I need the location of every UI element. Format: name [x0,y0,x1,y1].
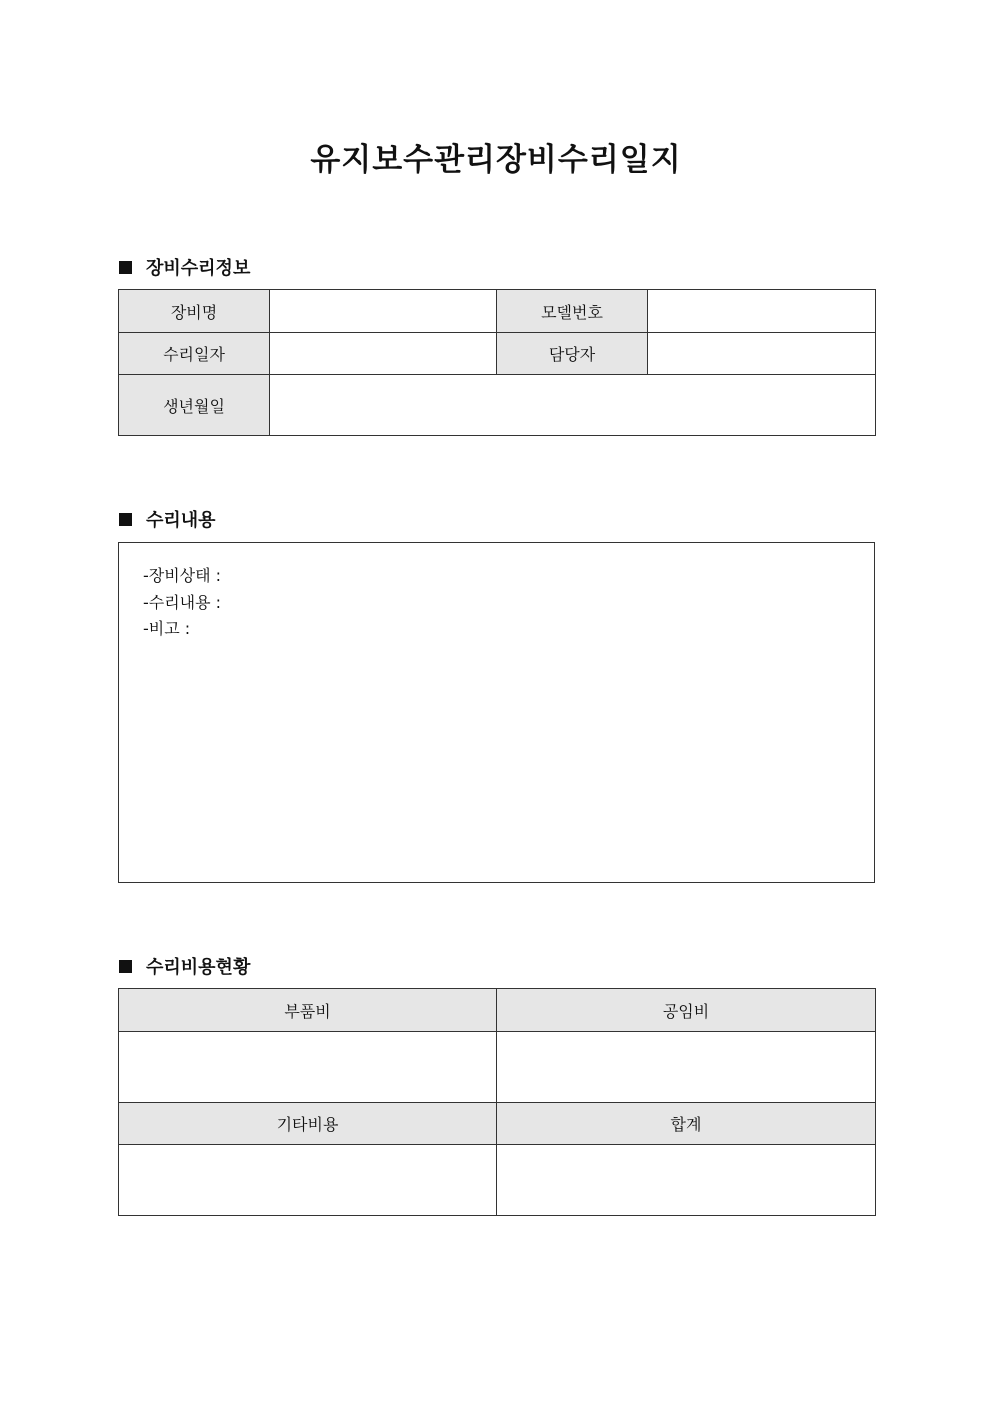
square-bullet-icon [119,513,132,526]
repair-details-line: -수리내용 : [143,592,222,612]
total-field[interactable] [497,1145,876,1216]
equipment-name-label: 장비명 [119,290,270,333]
square-bullet-icon [119,960,132,973]
repair-content-heading-text: 수리내용 [146,510,216,531]
equipment-status-line: -장비상태 : [143,566,222,585]
table-row [119,290,876,333]
other-cost-field[interactable] [119,1145,497,1216]
birth-date-label: 생년월일 [119,375,270,436]
labor-cost-label: 공임비 [497,989,876,1032]
person-in-charge-label: 담당자 [497,333,648,375]
repair-cost-table [118,988,876,1216]
parts-cost-field[interactable] [119,1032,497,1103]
repair-cost-heading [119,953,250,979]
equipment-info-table [118,289,876,436]
table-row [119,1032,876,1103]
square-bullet-icon [119,261,132,274]
other-cost-label: 기타비용 [119,1103,497,1145]
remarks-line: -비고 : [143,619,191,638]
equipment-info-heading-text: 장비수리정보 [146,258,251,279]
model-number-field[interactable] [648,290,876,333]
birth-date-field[interactable] [270,375,876,436]
document-title: 유지보수관리장비수리일지 [310,142,682,178]
table-row [119,989,876,1032]
parts-cost-label: 부품비 [119,989,497,1032]
person-in-charge-field[interactable] [648,333,876,375]
repair-cost-heading-text: 수리비용현황 [146,957,251,978]
equipment-name-field[interactable] [270,290,497,333]
repair-content-box[interactable] [118,542,875,883]
table-row [119,1145,876,1216]
table-row [119,375,876,436]
table-row [119,1103,876,1145]
total-label: 합계 [497,1103,876,1145]
labor-cost-field[interactable] [497,1032,876,1103]
repair-content-lines [143,563,221,643]
table-row [119,333,876,375]
repair-date-field[interactable] [270,333,497,375]
model-number-label: 모델번호 [497,290,648,333]
repair-date-label: 수리일자 [119,333,270,375]
equipment-info-heading [119,254,250,280]
repair-content-heading [119,506,216,532]
